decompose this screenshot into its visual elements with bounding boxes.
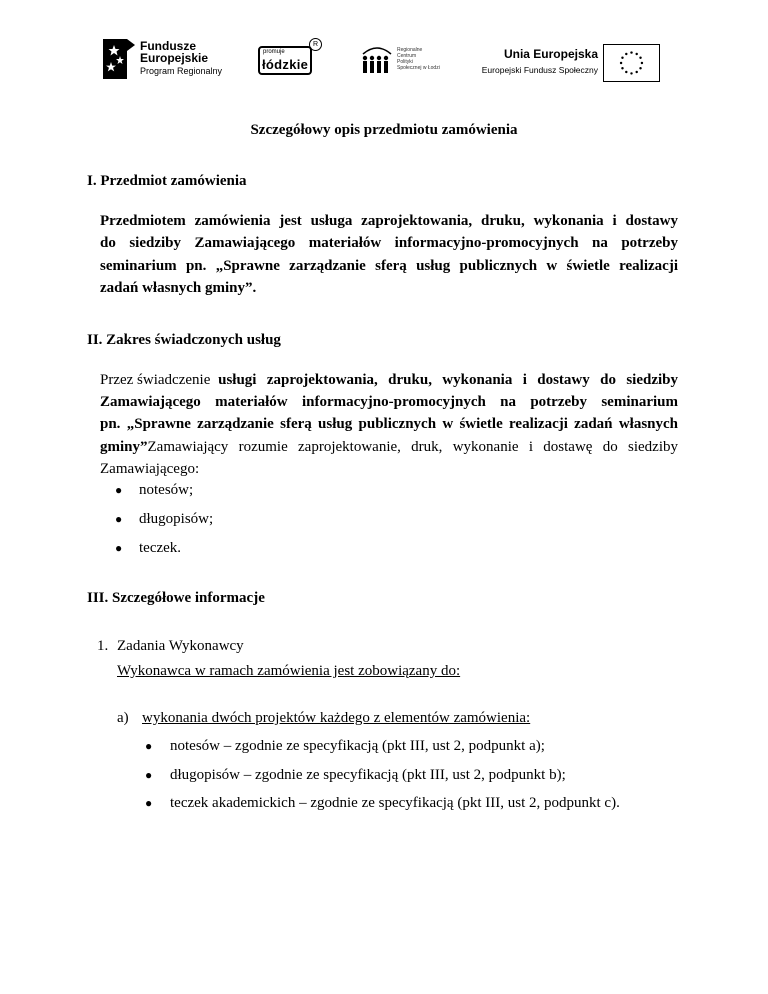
eu-star-icon [625, 53, 627, 55]
item1-number: 1. [97, 638, 109, 654]
scope-bullet-3: teczek. [139, 540, 182, 556]
eu-star-icon [639, 67, 641, 69]
sub-a-bullet-2: długopisów – zgodnie ze specyfikacją (pkt III, ust 2, podpunkt b); [170, 767, 566, 783]
bullet-dot-icon: ● [145, 739, 153, 753]
section2-line2: Zamawiającego materiałów informacyjno-promocyjnych na potrzeby seminarium [100, 394, 678, 410]
fe-star-flag-icon [103, 39, 135, 79]
eu-star-icon [630, 51, 632, 53]
section2-line4 [100, 437, 678, 457]
ue-subtitle: Europejski Fundusz Społeczny [481, 65, 598, 75]
pl-big-text: łódzkie [262, 57, 309, 72]
fe-subtitle: Program Regionalny [140, 66, 223, 76]
rc-line1: Regionalne [397, 47, 423, 53]
eu-star-icon [635, 53, 637, 55]
eu-star-icon [621, 67, 623, 69]
bullet-dot-icon: ● [115, 541, 123, 555]
rc-line3: Polityki [397, 59, 413, 65]
section1-line2: do siedziby Zamawiającego materiałów informacyjno-promocyjnych na potrzeby [100, 235, 678, 251]
section1-line4: zadań własnych gminy”. [100, 280, 257, 296]
rcps-logo [360, 40, 445, 80]
section2-line4-bold: gminy” [100, 439, 148, 455]
sub-a-bullet-3: teczek akademickich – zgodnie ze specyfikacją (pkt III, ust 2, podpunkt c). [170, 795, 620, 811]
section3-heading: III. Szczegółowe informacje [87, 590, 265, 606]
bullet-dot-icon: ● [115, 512, 123, 526]
section1-line1: Przedmiotem zamówienia jest usługa zaprojektowania, druku, wykonania i dostawy [100, 213, 678, 229]
bullet-dot-icon: ● [145, 768, 153, 782]
section2-heading: II. Zakres świadczonych usług [87, 332, 281, 348]
rc-line4: Społecznej w Łodzi [397, 65, 440, 71]
eu-star-icon [620, 62, 622, 64]
section1-line3: seminarium pn. „Sprawne zarządzanie sferą usług publicznych w świetle realizacji [100, 258, 678, 274]
fe-title-line2: Europejskie [140, 51, 209, 65]
eu-star-icon [621, 57, 623, 59]
eu-star-icon [639, 57, 641, 59]
unia-europejska-logo [478, 39, 660, 81]
section2-line5: Zamawiającego: [100, 461, 200, 477]
section2-line1-plain: Przez świadczenie [100, 372, 215, 388]
eu-star-icon [630, 72, 632, 74]
item1-intro: Wykonawca w ramach zamówienia jest zobowiązany do: [117, 663, 461, 679]
promuje-lodzkie-logo [256, 38, 322, 78]
document-title: Szczegółowy opis przedmiotu zamówienia [250, 122, 518, 138]
bullet-dot-icon: ● [145, 796, 153, 810]
header-logos [0, 30, 768, 90]
people-group-icon [360, 42, 394, 76]
pl-small-text: promuje [263, 49, 285, 55]
eu-star-icon [635, 71, 637, 73]
eu-flag-icon [603, 44, 660, 82]
fundusze-europejskie-logo [103, 37, 233, 83]
sub-a-bullet-1: notesów – zgodnie ze specyfikacją (pkt III, ust 2, podpunkt a); [170, 738, 545, 754]
section2-line1-bold: usługi zaprojektowania, druku, wykonania i dostawy do siedziby [218, 372, 678, 388]
scope-bullet-2: długopisów; [139, 511, 214, 527]
ue-title: Unia Europejska [503, 47, 598, 61]
registered-mark-icon: R [309, 38, 322, 51]
section2-line3: pn. „Sprawne zarządzanie sferą usług publicznych w świetle realizacji zadań własnych [100, 416, 678, 432]
eu-star-icon [641, 62, 643, 64]
bullet-dot-icon: ● [115, 483, 123, 497]
section2-line4-plain: Zamawiający rozumie zaprojektowanie, druk, wykonanie i dostawę do siedziby [147, 439, 678, 455]
fe-title-line1: Fundusze [140, 39, 196, 53]
scope-bullet-1: notesów; [139, 482, 194, 498]
section1-heading: I. Przedmiot zamówienia [87, 173, 247, 189]
sub-a-text: wykonania dwóch projektów każdego z elementów zamówienia: [142, 710, 531, 726]
item1-label: Zadania Wykonawcy [117, 638, 244, 654]
eu-star-icon [625, 71, 627, 73]
rc-line2: Centrum [397, 53, 417, 59]
section2-line1 [100, 370, 678, 390]
sub-a-letter: a) [117, 710, 129, 726]
